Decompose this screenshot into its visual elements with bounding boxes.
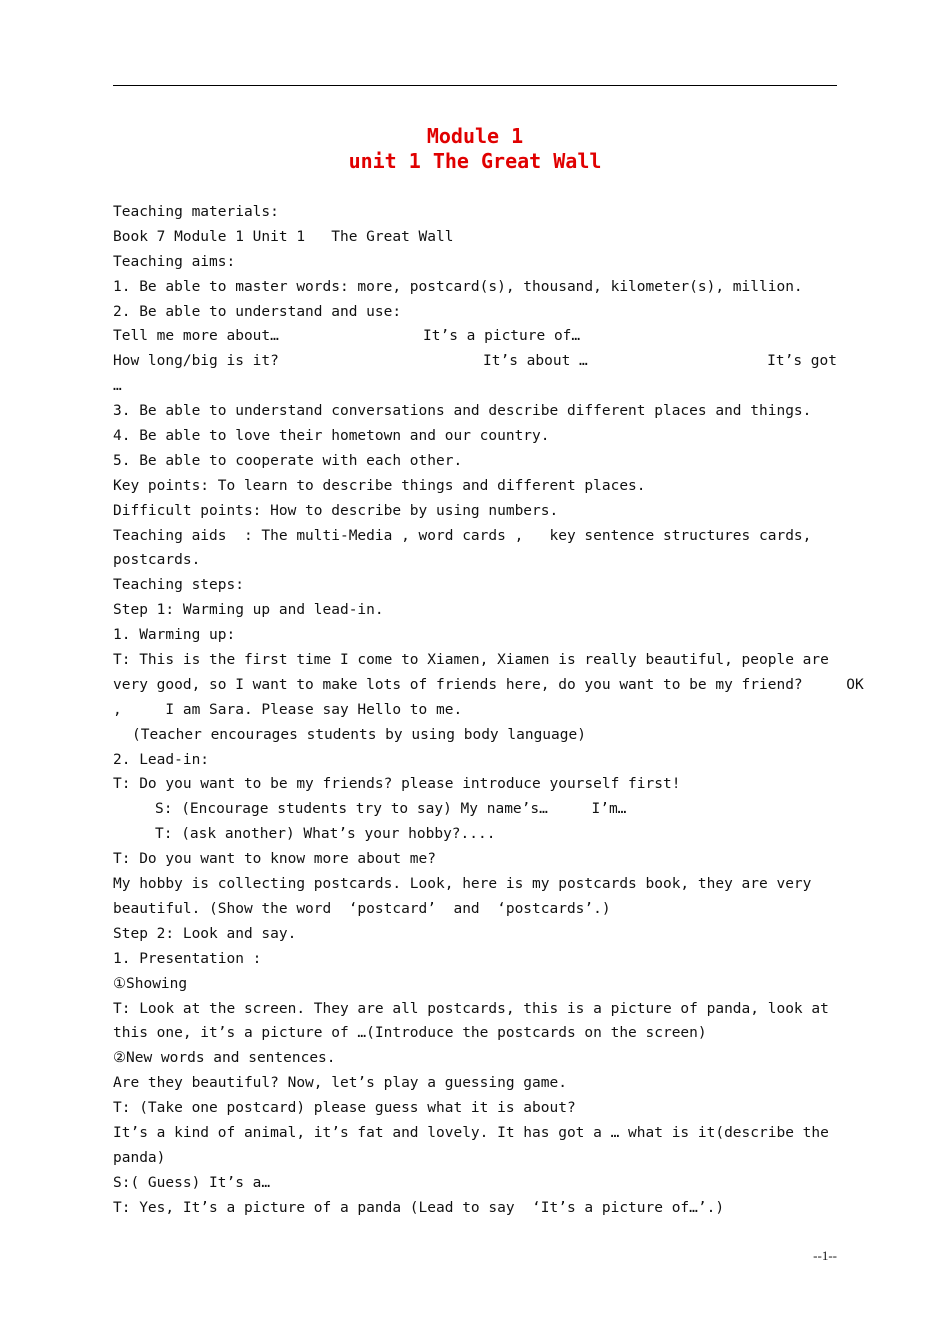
text-line: It’s a picture of… [423, 328, 581, 345]
text-line: Tell me more about… [113, 328, 279, 345]
text-line: 4. Be able to love their hometown and our country. [113, 428, 550, 445]
text-line: Step 2: Look and say. [113, 925, 297, 942]
text-line: My hobby is collecting postcards. Look, here is my postcards book, they are very [113, 876, 812, 893]
text-line: Teaching steps: [113, 577, 244, 594]
page-number: --1-- [813, 1248, 837, 1263]
text-line: Teaching aids : The multi-Media , word cards , key sentence structures cards, [113, 527, 812, 544]
text-line: ②New words and sentences. [113, 1050, 336, 1067]
text-line: postcards. [113, 552, 201, 569]
text-line: 1. Presentation : [113, 950, 262, 967]
text-line: T: Yes, It’s a picture of a panda (Lead to say ‘It’s a picture of…’.) [113, 1199, 725, 1216]
text-line: 2. Lead-in: [113, 751, 210, 768]
sentence-pattern-row [113, 349, 837, 374]
lesson-body [113, 200, 864, 1221]
text-line: It’s a kind of animal, it’s fat and lovely. It has got a … what is it(describe the [113, 1124, 829, 1141]
sentence-pattern-row [113, 324, 837, 349]
text-line: T: (ask another) What’s your hobby?.... [155, 826, 496, 843]
text-line: Teaching materials: [113, 204, 279, 220]
text-line: T: Look at the screen. They are all postcards, this is a picture of panda, look at [113, 1000, 829, 1017]
text-line: Are they beautiful? Now, let’s play a guessing game. [113, 1075, 567, 1092]
text-line: (Teacher encourages students by using body language) [132, 726, 586, 743]
text-line: S: (Encourage students try to say) My name’s… I’m… [155, 801, 627, 818]
text-line: 1. Be able to master words: more, postcard(s), thousand, kilometer(s), million. [113, 278, 803, 295]
text-line: panda) [113, 1149, 166, 1166]
text-line: Step 1: Warming up and lead-in. [113, 602, 384, 619]
module-title: Module 1 [426, 124, 524, 148]
text-line: 2. Be able to understand and use: [113, 303, 402, 320]
text-line: beautiful. (Show the word ‘postcard’ and ‘postcards’.) [113, 900, 611, 917]
text-line: , I am Sara. Please say Hello to me. [113, 701, 463, 718]
text-line: How long/big is it? [113, 353, 279, 370]
text-line: It’s got [767, 353, 837, 370]
text-line: Key points: To learn to describe things and different places. [113, 477, 646, 494]
text-line: It’s about … [483, 353, 588, 370]
text-line: T: This is the first time I come to Xiamen, Xiamen is really beautiful, people are [113, 652, 829, 669]
text-line: S:( Guess) It’s a… [113, 1174, 271, 1191]
text-line: very good, so I want to make lots of friends here, do you want to be my friend? OK [113, 676, 864, 693]
unit-title: unit 1 The Great Wall [348, 149, 602, 173]
text-line: Teaching aims: [113, 253, 236, 270]
text-line: 3. Be able to understand conversations and describe different places and things. [113, 403, 812, 420]
text-line: Book 7 Module 1 Unit 1 The Great Wall [113, 228, 454, 245]
text-line: 5. Be able to cooperate with each other. [113, 452, 463, 469]
text-line: this one, it’s a picture of …(Introduce the postcards on the screen) [113, 1025, 707, 1042]
text-line: 1. Warming up: [113, 627, 236, 644]
text-line: T: Do you want to know more about me? [113, 851, 437, 868]
text-line: T: (Take one postcard) please guess what it is about? [113, 1100, 576, 1117]
header-rule [113, 85, 837, 86]
text-line: … [113, 378, 122, 395]
text-line: ①Showing [113, 975, 188, 992]
text-line: Difficult points: How to describe by using numbers. [113, 502, 559, 519]
text-line: T: Do you want to be my friends? please introduce yourself first! [113, 776, 681, 793]
